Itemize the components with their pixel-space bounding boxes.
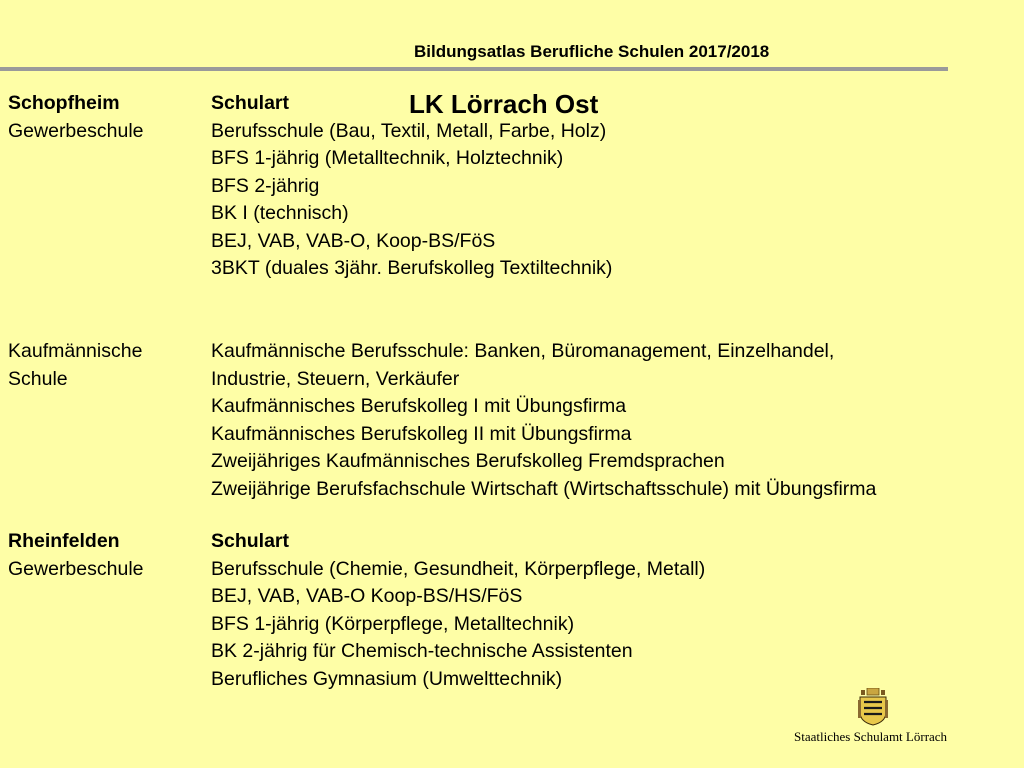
section-rheinfelden-location [8, 528, 144, 583]
section-heading: Schulart [211, 530, 290, 552]
location-school: Gewerbeschule [8, 557, 144, 580]
list-item: BEJ, VAB, VAB-O Koop-BS/HS/FöS [211, 585, 523, 607]
list-item: Berufliches Gymnasium (Umwelttechnik) [211, 667, 563, 690]
list-item: BK I (technisch) [211, 202, 349, 224]
list-item: BEJ, VAB, VAB-O, Koop-BS/FöS [211, 229, 496, 252]
list-item: Zweijähriges Kaufmännisches Berufskolleg Fremdsprachen [211, 450, 725, 472]
list-item: BFS 2-jährig [211, 174, 320, 197]
list-item: BK 2-jährig für Chemisch-technische Assistenten [211, 640, 633, 662]
section-rheinfelden-programs [211, 528, 705, 693]
location-school: Gewerbeschule [8, 119, 144, 142]
location-school: Kaufmännische [8, 340, 143, 362]
page-title: LK Lörrach Ost [409, 89, 599, 119]
list-item: Industrie, Steuern, Verkäufer [211, 367, 460, 390]
location-school: Schule [8, 367, 68, 390]
list-item: BFS 1-jährig (Körperpflege, Metalltechnik) [211, 612, 575, 635]
list-item: Berufsschule (Bau, Textil, Metall, Farbe, Holz) [211, 119, 607, 142]
location-city: Rheinfelden [8, 530, 120, 552]
list-item: BFS 1-jährig (Metalltechnik, Holztechnik) [211, 147, 564, 169]
coat-of-arms-icon [858, 688, 888, 726]
section-kaufmaennisch-location [8, 338, 142, 393]
list-item: Kaufmännisches Berufskolleg I mit Übungsfirma [211, 395, 627, 417]
section-schopfheim-programs [211, 90, 612, 283]
header-divider [0, 67, 948, 71]
list-item: Kaufmännische Berufsschule: Banken, Büromanagement, Einzelhandel, [211, 340, 835, 362]
footer-label: Staatliches Schulamt Lörrach [794, 729, 948, 744]
list-item: 3BKT (duales 3jähr. Berufskolleg Textiltechnik) [211, 257, 613, 279]
section-schopfheim-location [8, 90, 144, 145]
location-city: Schopfheim [8, 92, 120, 114]
list-item: Kaufmännisches Berufskolleg II mit Übungsfirma [211, 422, 632, 445]
header-title: Bildungsatlas Berufliche Schulen 2017/2018 [414, 42, 770, 61]
list-item: Berufsschule (Chemie, Gesundheit, Körperpflege, Metall) [211, 557, 706, 580]
section-heading: Schulart [211, 92, 290, 114]
list-item: Zweijährige Berufsfachschule Wirtschaft (Wirtschaftsschule) mit Übungsfirma [211, 477, 877, 500]
section-kaufmaennisch-programs [211, 338, 876, 503]
